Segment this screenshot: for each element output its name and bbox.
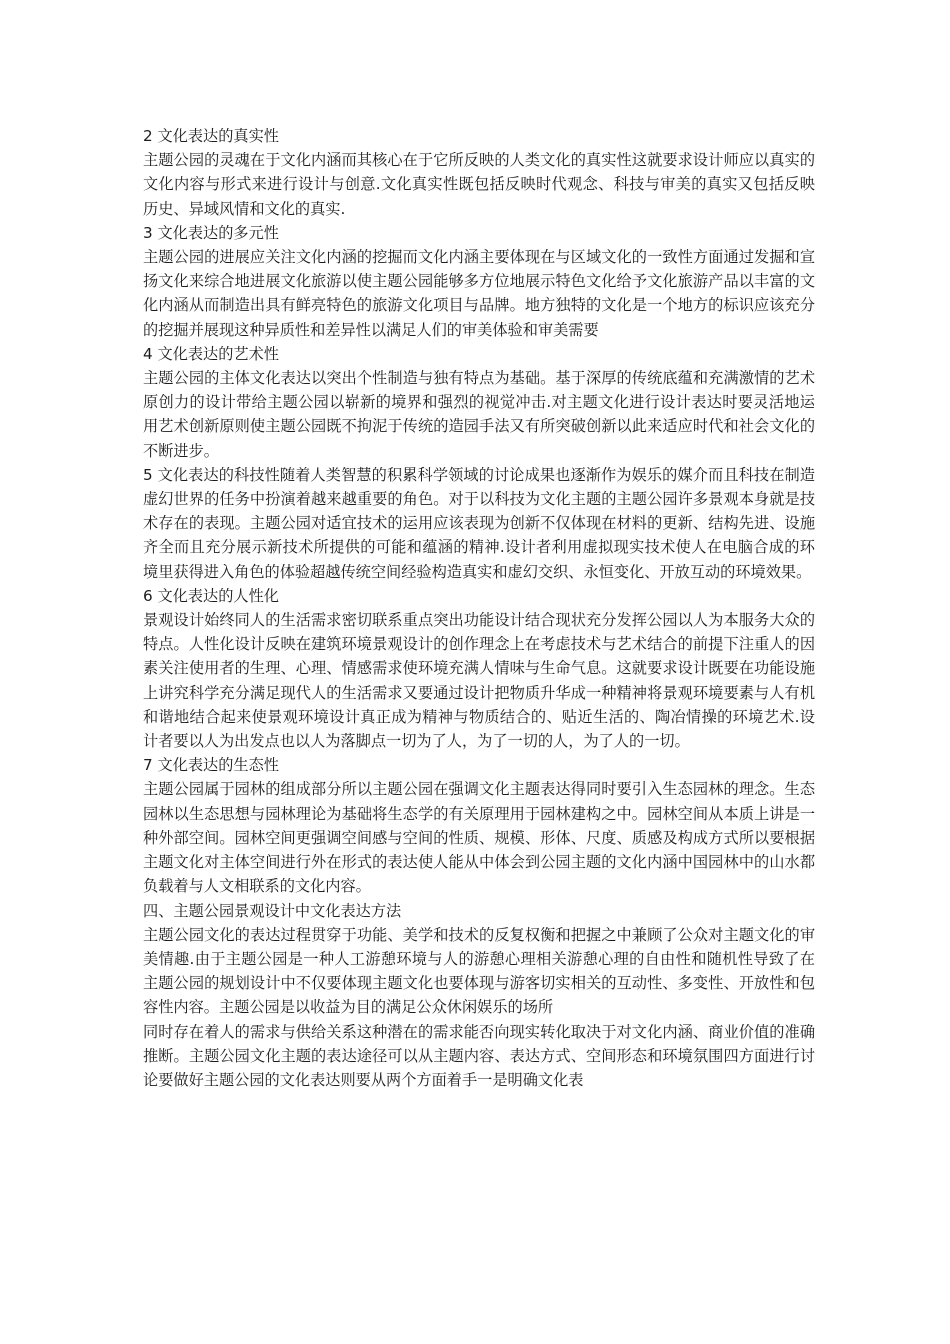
paragraph-diversity: 主题公园的进展应关注文化内涵的挖掘而文化内涵主要体现在与区域文化的一致性方面通过发掘和宣扬文化来综合地进展文化旅游以使主题公园能够多方位地展示特色文化给予文化旅游产品以丰富的文化内涵从而制造出具有鲜亮特色的旅游文化项目与品牌。地方独特的文化是一个地方的标识应该充分的挖掘并展现这种异质性和差异性以满足人们的审美体验和审美需要 (143, 248, 815, 339)
section-heading-artistry: 4 文化表达的艺术性 (143, 344, 279, 363)
section-heading-humanization: 6 文化表达的人性化 (143, 586, 279, 605)
paragraph-artistry: 主题公园的主体文化表达以突出个性制造与独有特点为基础。基于深厚的传统底蕴和充满激情的艺术原创力的设计带给主题公园以崭新的境界和强烈的视觉冲击.对主题文化进行设计表达时要灵活地运用艺术创新原则使主题公园既不拘泥于传统的造园手法又有所突破创新以此来适应时代和社会文化的不断进步。 (143, 369, 815, 460)
section-heading-diversity: 3 文化表达的多元性 (143, 223, 279, 242)
paragraph-ecology: 主题公园属于园林的组成部分所以主题公园在强调文化主题表达得同时要引入生态园林的理念。生态园林以生态思想与园林理论为基础将生态学的有关原理用于园林建构之中。园林空间从本质上讲是一种外部空间。园林空间更强调空间感与空间的性质、规模、形体、尺度、质感及构成方式所以要根据主题文化对主体空间进行外在形式的表达使人能从中体会到公园主题的文化内涵中国园林中的山水都负载着与人文相联系的文化内容。 (143, 780, 815, 896)
paragraph-methods-2: 同时存在着人的需求与供给关系这种潜在的需求能否向现实转化取决于对文化内涵、商业价值的准确推断。主题公园文化主题的表达途径可以从主题内容、表达方式、空间形态和环境氛围四方面进行讨论要做好主题公园的文化表达则要从两个方面着手一是明确文化表 (143, 1022, 815, 1089)
paragraph-authenticity: 主题公园的灵魂在于文化内涵而其核心在于它所反映的人类文化的真实性这就要求设计师应以真实的文化内容与形式来进行设计与创意.文化真实性既包括反映时代观念、科技与审美的真实又包括反映历史、异域风情和文化的真实. (143, 151, 815, 218)
section-heading-methods: 四、主题公园景观设计中文化表达方法 (143, 901, 402, 920)
section-heading-authenticity: 2 文化表达的真实性 (143, 127, 279, 145)
paragraph-humanization: 景观设计始终同人的生活需求密切联系重点突出功能设计结合现状充分发挥公园以人为本服务大众的特点。人性化设计反映在建筑环境景观设计的创作理念上在考虑技术与艺术结合的前提下注重人的因素关注使用者的生理、心理、情感需求使环境充满人情味与生命气息。这就要求设计既要在功能设施上讲究科学充分满足现代人的生活需求又要通过设计把物质升华成一种精神将景观环境要素与人有机和谐地结合起来使景观环境设计真正成为精神与物质结合的、贴近生活的、陶冶情操的环境艺术.设计者要以人为出发点也以人为落脚点一切为了人，为了一切的人，为了人的一切。 (143, 611, 815, 751)
document-body (143, 124, 815, 1092)
paragraph-technology: 5 文化表达的科技性随着人类智慧的积累科学领域的讨论成果也逐渐作为娱乐的媒介而且科技在制造虚幻世界的任务中扮演着越来越重要的角色。对于以科技为文化主题的主题公园许多景观本身就是技术存在的表现。主题公园对适宜技术的运用应该表现为创新不仅体现在材料的更新、结构先进、设施齐全而且充分展示新技术所提供的可能和蕴涵的精神.设计者利用虚拟现实技术使人在电脑合成的环境里获得进入角色的体验超越传统空间经验构造真实和虚幻交织、永恒变化、开放互动的环境效果。 (143, 465, 815, 581)
paragraph-methods-1: 主题公园文化的表达过程贯穿于功能、美学和技术的反复权衡和把握之中兼顾了公众对主题文化的审美情趣.由于主题公园是一种人工游憩环境与人的游憩心理相关游憩心理的自由性和随机性导致了在主题公园的规划设计中不仅要体现主题文化也要体现与游客切实相关的互动性、多变性、开放性和包容性内容。主题公园是以收益为目的满足公众休闲娱乐的场所 (143, 925, 815, 1017)
section-heading-ecology: 7 文化表达的生态性 (143, 756, 279, 775)
